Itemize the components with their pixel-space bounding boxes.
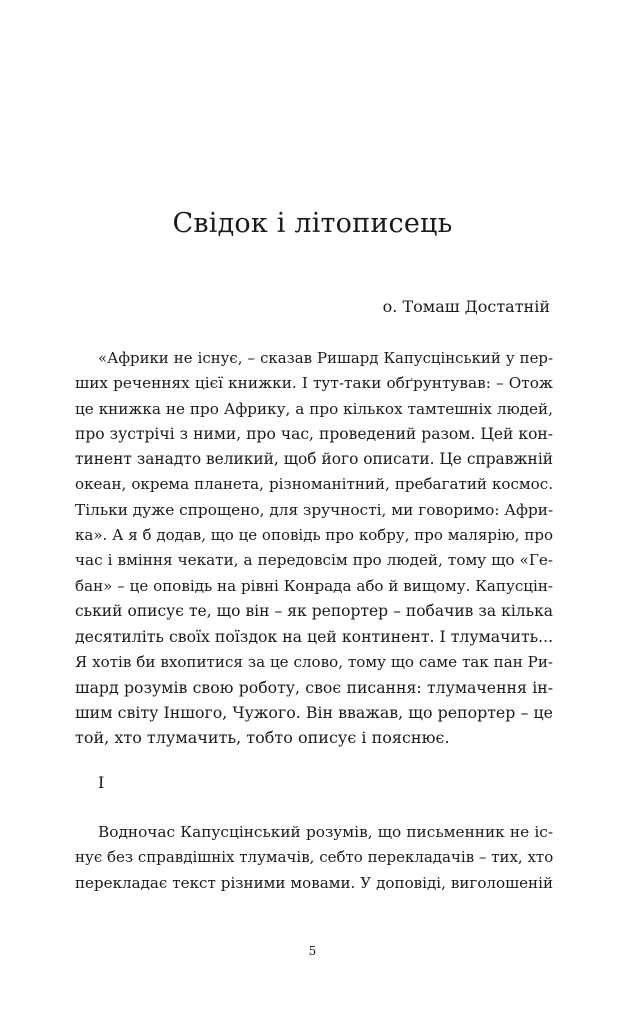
text-line: це книжка не про Африку, а про кількох тамтешніх людей, (75, 399, 553, 418)
section-numeral: I (98, 773, 105, 792)
chapter-title: Свідок і літописець (172, 208, 453, 239)
text-line: перекладає текст різними мовами. У доповіді, виголошеній (75, 873, 553, 892)
text-line: тинент занадто великий, щоб його описати. Це справжній (75, 450, 553, 469)
text-line: про зустрічі з ними, про час, проведений разом. Цей кон- (75, 424, 553, 443)
text-line: ський описує те, що він – як репортер – побачив за кілька (75, 601, 553, 620)
text-line: Водночас Капусцінський розумів, що письменник не іс- (98, 823, 553, 841)
text-line: час і вміння чекати, а передовсім про людей, тому що «Ге- (75, 551, 553, 570)
text-line: десятиліть своїх поїздок на цей континент. І тлумачить... (75, 627, 553, 647)
text-line: шард розумів свою роботу, своє писання: тлумачення ін- (75, 677, 553, 697)
text-line: нує без справдішніх тлумачів, себто перекладачів – тих, хто (75, 848, 553, 867)
paragraph-2 (75, 820, 553, 896)
text-line: ших реченнях цієї книжки. І тут-таки обґрунтував: – Отож (75, 374, 553, 393)
text-line: «Африки не існує, – сказав Ришард Капусцінський у пер- (98, 349, 553, 367)
text-line: океан, окрема планета, різноманітний, пребагатий космос. (75, 475, 553, 494)
text-line: Тільки дуже спрощено, для зручності, ми говоримо: Афри- (75, 500, 553, 519)
text-line: Я хотів би вхопитися за це слово, тому що саме так пан Ри- (75, 652, 553, 671)
text-line: ка». А я б додав, що це оповідь про кобру, про малярію, про (75, 526, 553, 545)
paragraph-1 (75, 346, 553, 751)
page-number: 5 (308, 944, 317, 958)
text-line: той, хто тлумачить, тобто описує і пояснює. (75, 728, 450, 748)
author-name: о. Томаш Достатній (382, 297, 550, 316)
text-line: шим світу Іншого, Чужого. Він вважав, що репортер – це (75, 703, 553, 723)
text-line: бан» – це оповідь на рівні Конрада або й вищому. Капусцін- (75, 576, 553, 595)
